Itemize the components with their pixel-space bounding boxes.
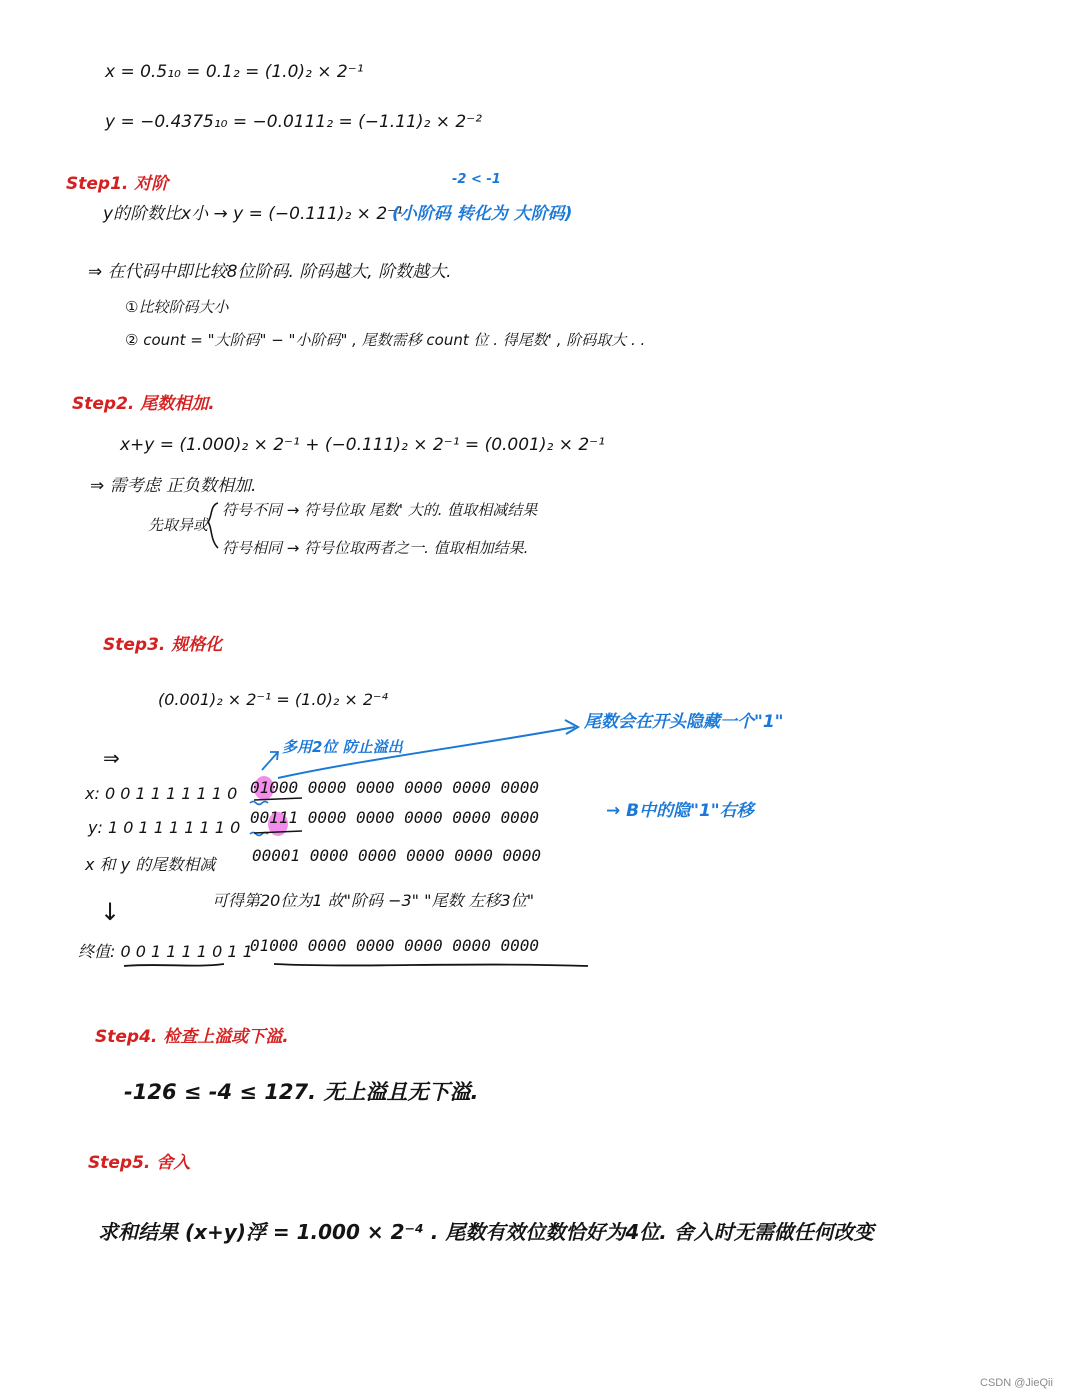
step1-item1: ①比较阶码大小 bbox=[125, 298, 229, 316]
note-two-extra-bits: 多用2位 防止溢出 bbox=[282, 738, 403, 756]
step1-item2: ② count = "大阶码" − "小阶码" , 尾数需移 count 位 . 得尾数' , 阶码取大 . . bbox=[125, 331, 646, 349]
equation-x: x = 0.5₁₀ = 0.1₂ = (1.0)₂ × 2⁻¹ bbox=[105, 62, 364, 82]
underline-final-exponent bbox=[124, 964, 224, 966]
case-different-sign: 符号不同 → 符号位取 尾数' 大的. 值取相减结果 bbox=[222, 501, 538, 519]
step5-line: 求和结果 (x+y)浮 = 1.000 × 2⁻⁴ . 尾数有效位数恰好为4位. 舍入时无需做任何改变 bbox=[98, 1220, 874, 1244]
note-hidden-one: 尾数会在开头隐藏一个"1" bbox=[584, 712, 784, 732]
final-bits: 01000 0000 0000 0000 0000 0000 bbox=[250, 936, 539, 955]
step2-equation: x+y = (1.000)₂ × 2⁻¹ + (−0.111)₂ × 2⁻¹ = (0.001)₂ × 2⁻¹ bbox=[120, 435, 605, 455]
step2-title: Step2. 尾数相加. bbox=[72, 394, 215, 414]
row-x-bits: 01000 0000 0000 0000 0000 0000 bbox=[250, 778, 539, 797]
step1-line: y的阶数比x小 → y = (−0.111)₂ × 2⁻¹ bbox=[103, 204, 403, 224]
step1-title: Step1. 对阶 bbox=[66, 174, 169, 194]
row-diff-bits: 00001 0000 0000 0000 0000 0000 bbox=[252, 846, 541, 865]
row-x-label: x: 0 0 1 1 1 1 1 1 0 bbox=[85, 784, 238, 803]
case-brace bbox=[208, 503, 218, 548]
blue-arrow-head-1 bbox=[565, 720, 578, 734]
step4-title: Step4. 检查上溢或下溢. bbox=[95, 1027, 289, 1047]
csdn-watermark: CSDN @JieQii bbox=[980, 1377, 1053, 1389]
step3-equation: (0.001)₂ × 2⁻¹ = (1.0)₂ × 2⁻⁴ bbox=[158, 690, 388, 709]
final-label: 终值: 0 0 1 1 1 1 0 1 1 bbox=[78, 942, 253, 961]
blue-arrow-head-2 bbox=[270, 752, 278, 760]
equation-y: y = −0.4375₁₀ = −0.0111₂ = (−1.11)₂ × 2⁻² bbox=[105, 112, 482, 132]
underline-final-mantissa bbox=[274, 964, 588, 966]
implies-arrow: ⇒ bbox=[103, 746, 120, 770]
brace-label: 先取异或 bbox=[148, 516, 209, 534]
step3-conclusion: 可得第20位为1 故"阶码 −3" "尾数 左移3位" bbox=[212, 891, 535, 910]
case-same-sign: 符号相同 → 符号位取两者之一. 值取相加结果. bbox=[222, 539, 529, 557]
step1-note-top: -2 < -1 bbox=[452, 172, 501, 187]
row-y-label: y: 1 0 1 1 1 1 1 1 0 bbox=[88, 818, 241, 837]
step1-line-blue: (小阶码 转化为 大阶码) bbox=[392, 204, 573, 224]
row-diff-label: x 和 y 的尾数相减 bbox=[85, 855, 216, 874]
squiggle-y bbox=[250, 833, 268, 836]
note-hidden-shift: → B中的隐"1"右移 bbox=[606, 801, 754, 821]
step5-title: Step5. 舍入 bbox=[88, 1153, 191, 1173]
step1-bullet: ⇒ 在代码中即比较8位阶码. 阶码越大, 阶数越大. bbox=[88, 262, 452, 282]
step4-line: -126 ≤ -4 ≤ 127. 无上溢且无下溢. bbox=[124, 1080, 479, 1104]
blue-arrow-extra-bits bbox=[262, 752, 278, 770]
step2-bullet: ⇒ 需考虑 正负数相加. bbox=[90, 476, 257, 496]
step3-title: Step3. 规格化 bbox=[103, 635, 223, 655]
row-y-bits: 00111 0000 0000 0000 0000 0000 bbox=[250, 808, 539, 827]
down-arrow: ↓ bbox=[100, 898, 121, 926]
squiggle-x bbox=[250, 802, 268, 805]
